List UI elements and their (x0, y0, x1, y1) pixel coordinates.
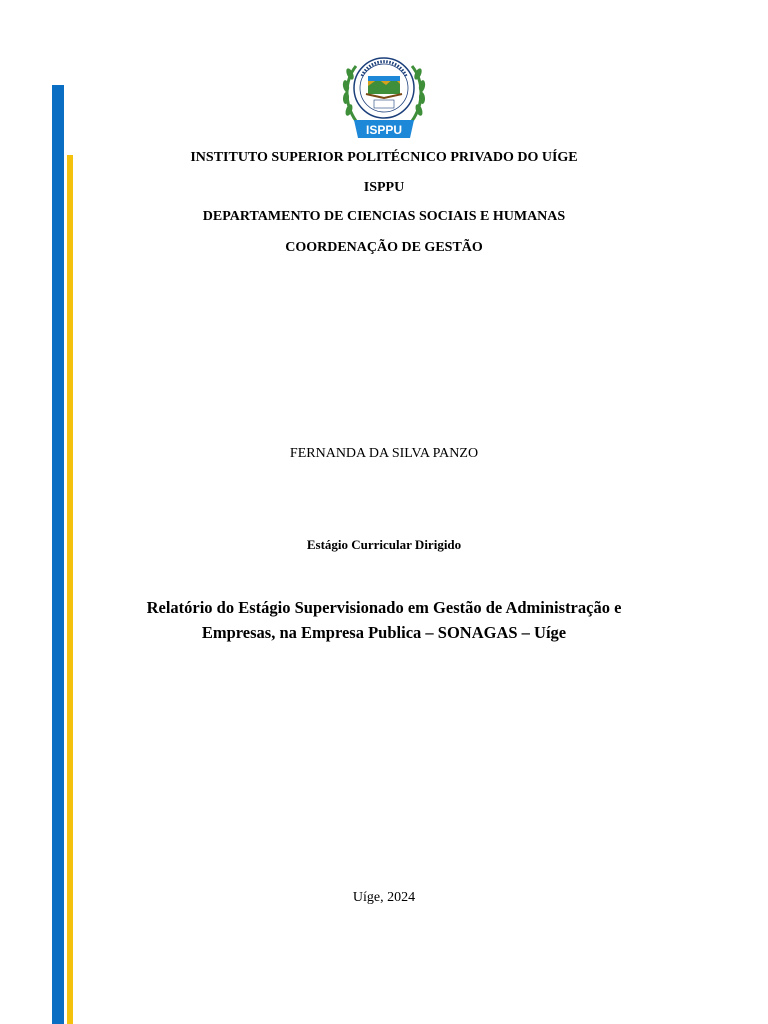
author-name: FERNANDA DA SILVA PANZO (289, 446, 479, 461)
course-name: Estágio Curricular Dirigido (306, 537, 462, 552)
department-name: DEPARTAMENTO DE CIENCIAS SOCIAIS E HUMANAS (202, 209, 566, 224)
report-title-line-1: Relatório do Estágio Supervisionado em Gestão de Administração e (146, 598, 622, 617)
logo-badge-text: ISPPU (365, 123, 403, 137)
side-bar-blue (52, 85, 64, 1024)
report-title-line-2: Empresas, na Empresa Publica – SONAGAS – Uíge (201, 623, 567, 642)
isppu-logo (334, 46, 434, 142)
institution-name: INSTITUTO SUPERIOR POLITÉCNICO PRIVADO DO UÍGE (190, 150, 578, 165)
place-and-date: Uíge, 2024 (352, 890, 416, 905)
coordination-name: COORDENAÇÃO DE GESTÃO (285, 240, 483, 255)
institution-acronym: ISPPU (363, 180, 405, 195)
